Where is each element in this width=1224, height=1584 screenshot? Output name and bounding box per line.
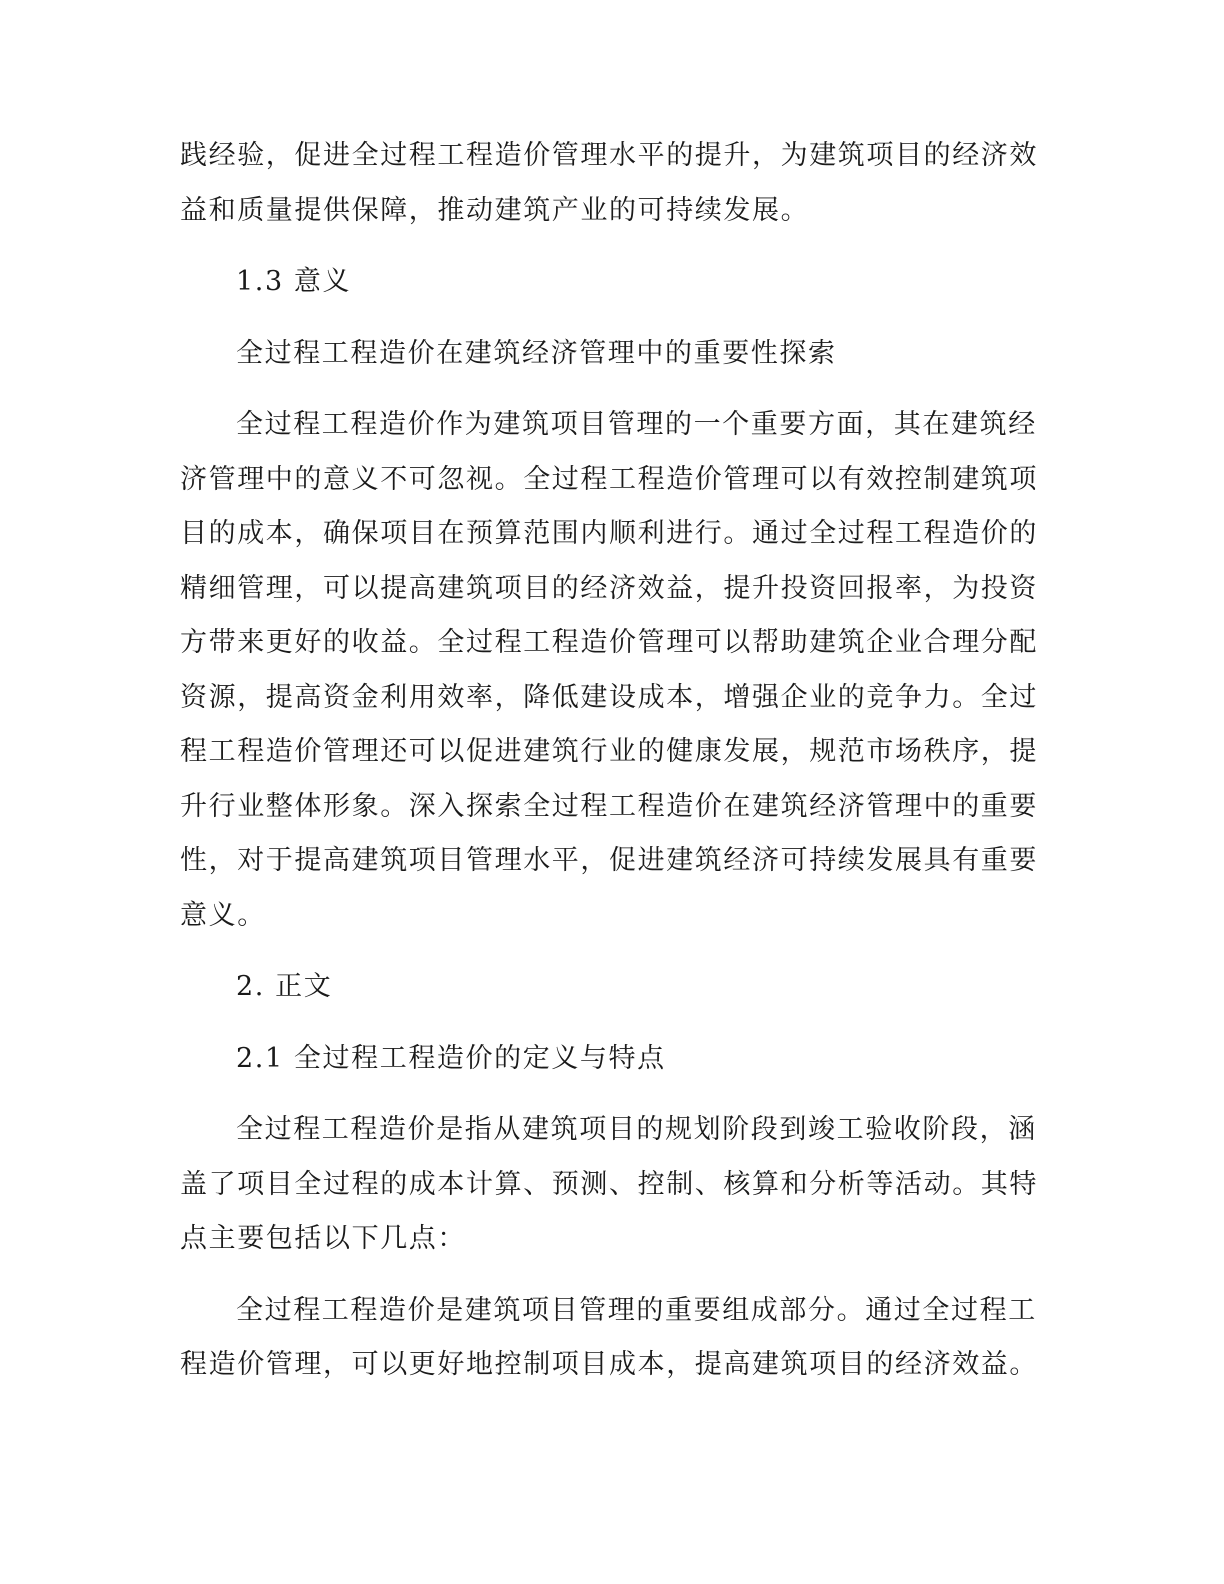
- text-line: 全过程工程造价是建筑项目管理的重要组成部分。通过全过程工: [236, 1294, 1037, 1326]
- text-line: 精细管理，可以提高建筑项目的经济效益，提升投资回报率，为投资: [180, 572, 1038, 604]
- heading-text: 1.3 意义: [236, 266, 352, 297]
- paragraph: [180, 1284, 1038, 1393]
- text-line: 全过程工程造价作为建筑项目管理的一个重要方面，其在建筑经: [236, 409, 1037, 440]
- text-line: 意义。: [180, 899, 266, 931]
- paragraph: [180, 1103, 1038, 1267]
- section-heading-2-1: [180, 1032, 1010, 1087]
- subheading: [180, 327, 1010, 382]
- text-line: 性，对于提高建筑项目管理水平，促进建筑经济可持续发展具有重要: [180, 845, 1038, 876]
- text-line: 目的成本，确保项目在预算范围内顺利进行。通过全过程工程造价的: [180, 518, 1038, 549]
- text-line: 践经验，促进全过程工程造价管理水平的提升，为建筑项目的经济效: [180, 140, 1038, 171]
- subheading-text: 全过程工程造价在建筑经济管理中的重要性探索: [236, 337, 837, 369]
- text-line: 升行业整体形象。深入探索全过程工程造价在建筑经济管理中的重要: [180, 790, 1038, 822]
- heading-text: 2. 正文: [236, 971, 333, 1002]
- text-line: 全过程工程造价是指从建筑项目的规划阶段到竣工验收阶段，涵: [236, 1114, 1037, 1145]
- paragraph: [180, 398, 1038, 943]
- text-line: 点主要包括以下几点：: [180, 1223, 466, 1254]
- text-line: 盖了项目全过程的成本计算、预测、控制、核算和分析等活动。其特: [180, 1168, 1038, 1200]
- text-line: 程造价管理，可以更好地控制项目成本，提高建筑项目的经济效益。: [180, 1349, 1038, 1380]
- heading-text: 2.1 全过程工程造价的定义与特点: [236, 1042, 666, 1074]
- document-page: [180, 129, 1038, 1393]
- paragraph: [180, 129, 1038, 238]
- section-heading-1-3: [180, 255, 1010, 310]
- section-heading-2: [180, 960, 1010, 1015]
- text-line: 益和质量提供保障，推动建筑产业的可持续发展。: [180, 194, 810, 226]
- text-line: 程工程造价管理还可以促进建筑行业的健康发展，规范市场秩序，提: [180, 736, 1038, 767]
- text-line: 济管理中的意义不可忽视。全过程工程造价管理可以有效控制建筑项: [180, 463, 1038, 495]
- text-line: 资源，提高资金利用效率，降低建设成本，增强企业的竞争力。全过: [180, 681, 1038, 713]
- text-line: 方带来更好的收益。全过程工程造价管理可以帮助建筑企业合理分配: [180, 627, 1038, 658]
